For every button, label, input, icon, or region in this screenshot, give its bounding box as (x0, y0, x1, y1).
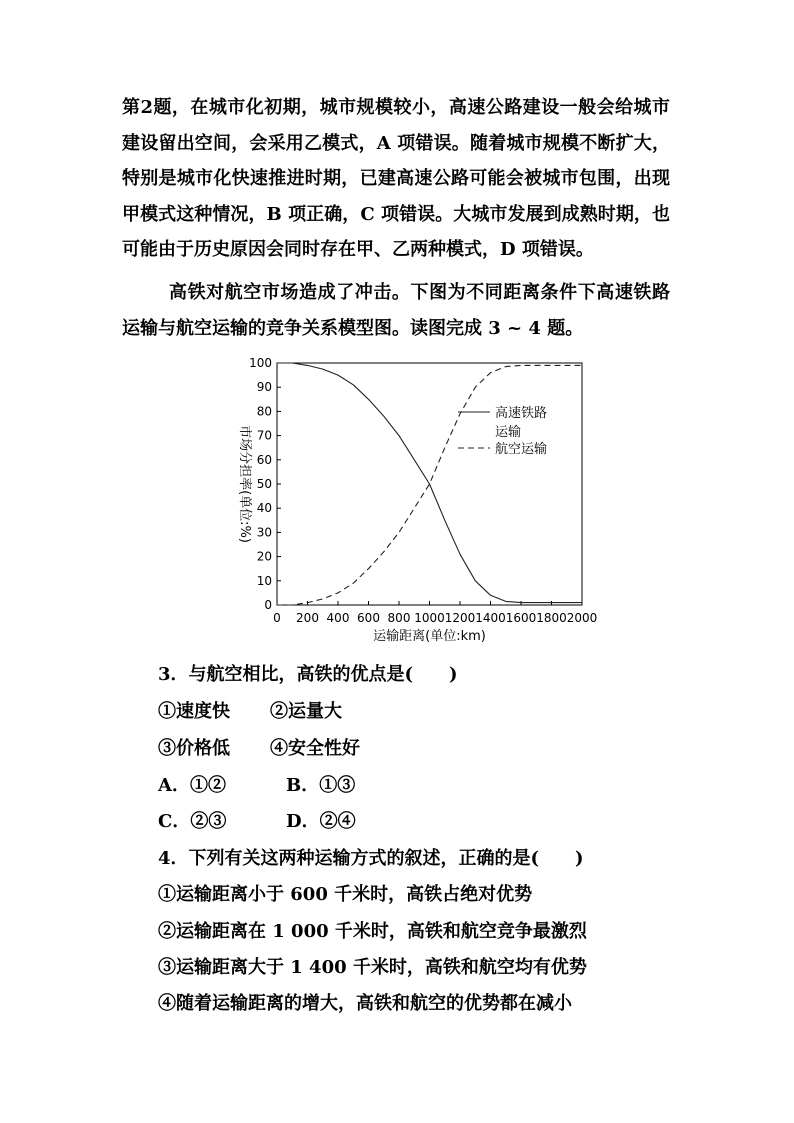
y-tick-label: 50 (256, 477, 272, 491)
q3-statement-2: ②运量大 (270, 701, 342, 722)
x-tick-label: 1800 (536, 611, 567, 625)
x-tick-label: 2000 (566, 611, 598, 625)
question-3-options-row2 (158, 734, 360, 760)
y-tick-label: 20 (256, 549, 272, 564)
x-tick-label: 200 (296, 611, 319, 625)
q4-statement-3: ③运输距离大于 1 400 千米时，高铁和航空均有优势 (158, 957, 587, 978)
series-line-rail (277, 363, 582, 603)
legend-label-air: 航空运输 (495, 442, 548, 457)
y-tick-label: 70 (256, 428, 272, 443)
x-axis-label: 运输距离(单位:km) (373, 629, 486, 644)
q3-choice-d[interactable]: D．②④ (286, 811, 356, 832)
y-tick-label: 40 (256, 501, 272, 516)
q3-choice-c[interactable]: C．②③ (158, 811, 227, 832)
y-tick-label: 90 (256, 380, 272, 395)
x-tick-label: 1400 (475, 611, 506, 625)
market-share-chart (228, 350, 608, 650)
y-tick-label: 100 (249, 356, 272, 370)
y-tick-label: 10 (256, 573, 272, 588)
x-tick-label: 600 (357, 611, 380, 625)
question-4-stem: 4．下列有关这两种运输方式的叙述，正确的是( ) (158, 848, 584, 869)
x-tick-label: 1000 (414, 611, 445, 625)
q3-statement-1: ①速度快 (158, 701, 230, 722)
x-tick-label: 1600 (505, 611, 537, 625)
q4-statement-2: ②运输距离在 1 000 千米时，高铁和航空竞争最激烈 (158, 921, 587, 942)
intro-paragraph: 高铁对航空市场造成了冲击。下图为不同距离条件下高速铁路运输与航空运输的竞争关系模型图。读图完成 3 ~ 4 题。 (122, 282, 670, 339)
q3-statement-4: ④安全性好 (270, 738, 360, 759)
y-tick-label: 60 (256, 452, 272, 467)
question-3-choices-row1 (158, 771, 355, 797)
x-tick-label: 0 (273, 611, 281, 625)
y-tick-label: 30 (256, 525, 272, 540)
question-3-choices-row2 (158, 807, 356, 833)
x-tick-label: 400 (326, 611, 350, 625)
solution-paragraph: 第2题，在城市化初期，城市规模较小，高速公路建设一般会给城市建设留出空间，会采用乙模式，A 项错误。随着城市规模不断扩大，特别是城市化快速推进时期，已建高速公路可能会被城市包围，出现甲模式这种情况，B 项正确，C 项错误。大城市发展到成熟时期，也可能由于历史原因会同时存在甲、乙两种模式，D 项错误。 (122, 97, 670, 260)
x-tick-label: 800 (387, 611, 411, 625)
q3-statement-3: ③价格低 (158, 738, 230, 759)
y-axis-label: 市场分担率(单位:%) (237, 425, 252, 543)
y-tick-label: 80 (256, 404, 272, 419)
legend-label-rail: 高速铁路 (495, 406, 548, 421)
q3-choice-a[interactable]: A．①② (158, 775, 226, 796)
q4-statement-1: ①运输距离小于 600 千米时，高铁占绝对优势 (158, 884, 533, 905)
x-tick-label: 1200 (444, 611, 476, 625)
question-3-options-row1 (158, 697, 342, 723)
q4-statement-4: ④随着运输距离的增大，高铁和航空的优势都在减小 (158, 993, 572, 1014)
legend-label-rail-cont: 运输 (495, 425, 522, 440)
question-3-stem: 3．与航空相比，高铁的优点是( ) (158, 664, 458, 685)
y-tick-label: 0 (264, 598, 272, 612)
q3-choice-b[interactable]: B．①③ (286, 775, 356, 796)
